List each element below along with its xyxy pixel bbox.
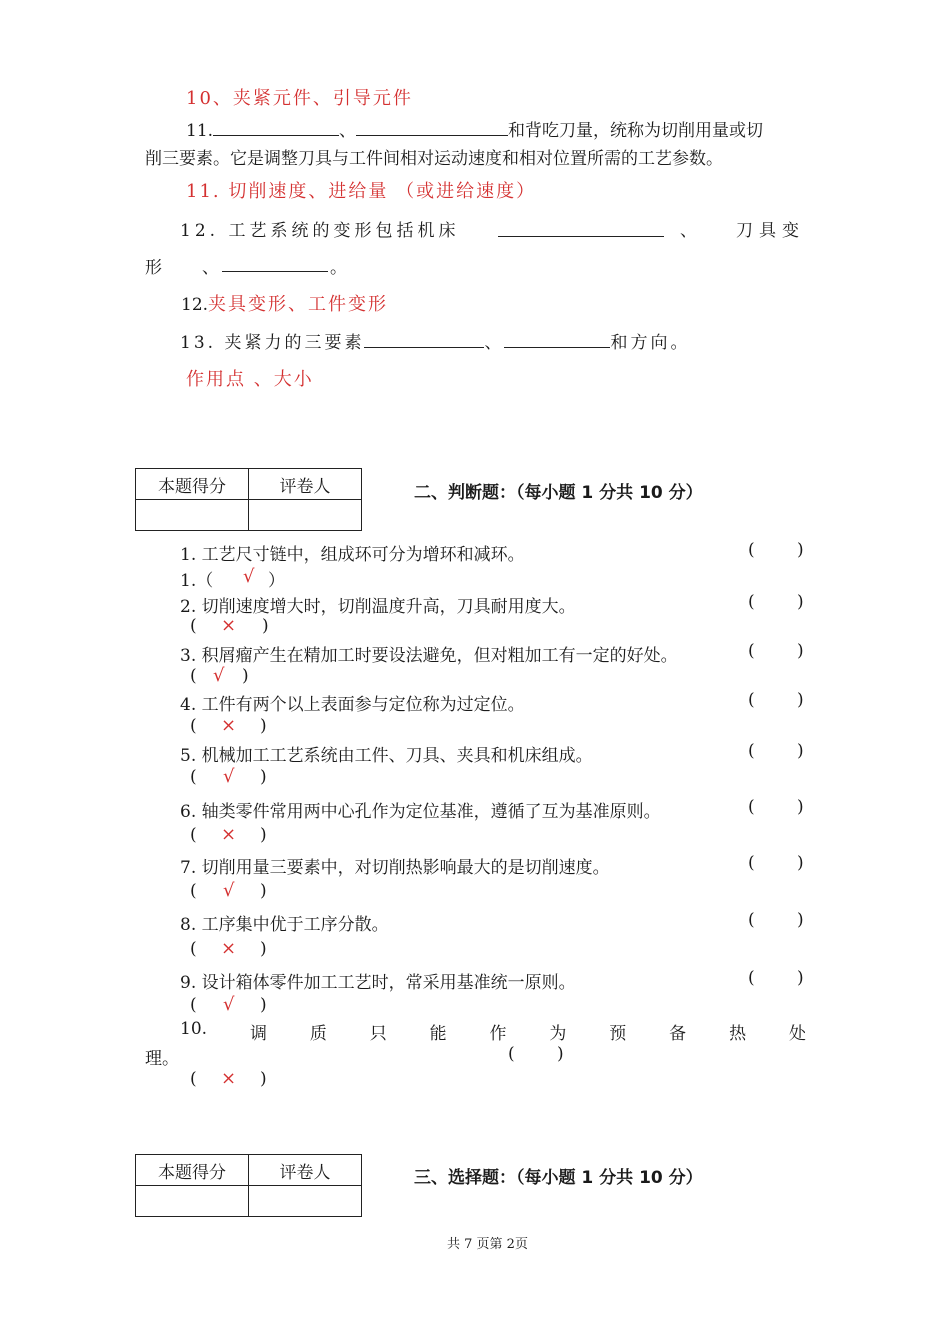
question-12-sep: 、	[680, 221, 697, 241]
question-13-text: 13. 夹紧力的三要素	[180, 333, 365, 353]
blank-13a[interactable]	[364, 329, 484, 348]
page-footer: 共 7 页第 2页	[447, 1237, 528, 1252]
judge-paren-close-4: )	[797, 690, 804, 710]
q10-word: 作	[489, 1024, 507, 1044]
judge-answer-close-7: )	[260, 881, 267, 901]
q10-word: 处	[788, 1024, 806, 1044]
question-11-sep: 、	[339, 121, 357, 141]
judge-paren-open-2: (	[748, 592, 755, 612]
judge-answer-close-5: )	[260, 767, 267, 787]
check-mark-icon: √	[223, 766, 235, 787]
answer-12-text: 夹具变形、工件变形	[208, 294, 389, 315]
answer-11: 11. 切削速度、进给量 （或进给速度）	[186, 181, 537, 202]
judge-answer-close-9: )	[260, 995, 267, 1015]
answer-12-number: 12.	[181, 295, 209, 315]
judge-answer-close-8: )	[260, 939, 267, 959]
check-mark-icon: √	[223, 880, 235, 901]
judge-question-6: 6. 轴类零件常用两中心孔作为定位基准，遵循了互为基准原则。	[180, 802, 661, 822]
judge-answer-close-2: )	[262, 616, 269, 636]
judge-question-8: 8. 工序集中优于工序分散。	[180, 915, 389, 935]
judge-question-2: 2. 切削速度增大时，切削温度升高，刀具耐用度大。	[180, 597, 576, 617]
cross-mark-icon: ×	[221, 1068, 237, 1089]
answer-13: 作用点 、大小	[186, 369, 314, 390]
judge-paren-open-7: (	[748, 853, 755, 873]
judge-answer-open-8: (	[190, 939, 197, 959]
judge-question-5: 5. 机械加工工艺系统由工件、刀具、夹具和机床组成。	[180, 746, 593, 766]
grader-cell[interactable]	[249, 500, 362, 531]
cross-mark-icon: ×	[221, 715, 237, 736]
grader-label: 评卷人	[249, 1155, 362, 1186]
judge-paren-close-1: )	[797, 540, 804, 560]
q10-word: 能	[429, 1024, 447, 1044]
blank-13b[interactable]	[504, 329, 610, 348]
section2-title: 二、判断题：（每小题 1 分共 10 分）	[414, 483, 703, 503]
question-13	[180, 328, 690, 353]
question-12-tail: 刀具变	[736, 221, 805, 241]
cross-mark-icon: ×	[221, 824, 237, 845]
judge-answer-open-4: (	[190, 716, 197, 736]
score-table-section3	[135, 1154, 362, 1217]
judge-paren-open-9: (	[748, 968, 755, 988]
judge-paren-close-9: )	[797, 968, 804, 988]
judge-question-9: 9. 设计箱体零件加工工艺时，常采用基准统一原则。	[180, 973, 576, 993]
cross-mark-icon: ×	[221, 615, 237, 636]
blank-12b[interactable]	[222, 253, 328, 272]
judge-question-1: 1. 工艺尺寸链中，组成环可分为增环和减环。	[180, 545, 525, 565]
answer-10: 10、夹紧元件、引导元件	[186, 88, 413, 109]
judge-answer-open-9: (	[190, 995, 197, 1015]
judge-answer-close-3: )	[242, 666, 249, 686]
q10-word: 预	[609, 1024, 627, 1044]
judge-paren-open-10: (	[508, 1044, 515, 1064]
score-label: 本题得分	[136, 1155, 249, 1186]
cross-mark-icon: ×	[221, 938, 237, 959]
judge-answer-open-6: (	[190, 825, 197, 845]
question-12-line2-start: 形	[145, 258, 162, 278]
answer-12	[181, 290, 388, 316]
question-12	[180, 216, 459, 241]
blank-11b[interactable]	[356, 117, 508, 136]
question-11-number: 11.	[186, 121, 214, 141]
judge-question-10-line2: 理。	[145, 1049, 179, 1069]
judge-paren-close-6: )	[797, 797, 804, 817]
blank-12a[interactable]	[498, 218, 664, 237]
question-11-line2: 削三要素。它是调整刀具与工件间相对运动速度和相对位置所需的工艺参数。	[145, 149, 723, 169]
judge-paren-close-8: )	[797, 910, 804, 930]
judge-question-4: 4. 工件有两个以上表面参与定位称为过定位。	[180, 695, 525, 715]
check-mark-icon: √	[213, 665, 225, 686]
q10-word: 为	[549, 1024, 567, 1044]
q10-word: 质	[309, 1024, 327, 1044]
q10-word: 热	[729, 1024, 747, 1044]
question-12-line2-end: 。	[330, 258, 347, 278]
question-11	[186, 116, 763, 141]
grader-label: 评卷人	[249, 469, 362, 500]
score-table-section2	[135, 468, 362, 531]
question-12-text: 12. 工艺系统的变形包括机床	[180, 221, 460, 241]
judge-paren-close-2: )	[797, 592, 804, 612]
question-12-line2-sep: 、	[202, 258, 219, 278]
judge-answer-open-7: (	[190, 881, 197, 901]
judge-paren-close-5: )	[797, 741, 804, 761]
section3-title: 三、选择题：（每小题 1 分共 10 分）	[414, 1168, 703, 1188]
score-cell[interactable]	[136, 1186, 249, 1217]
judge-paren-open-4: (	[748, 690, 755, 710]
judge-answer-open-5: (	[190, 767, 197, 787]
q10-word: 备	[669, 1024, 687, 1044]
judge-answer-open-10: (	[190, 1069, 197, 1089]
question-13-sep: 、	[484, 333, 505, 353]
judge-paren-open-3: (	[748, 641, 755, 661]
judge-paren-open-1: (	[748, 540, 755, 560]
judge-question-7: 7. 切削用量三要素中，对切削热影响最大的是切削速度。	[180, 858, 610, 878]
judge-answer-close-10: )	[260, 1069, 267, 1089]
score-cell[interactable]	[136, 500, 249, 531]
judge-answer-close-1: ）	[268, 571, 285, 591]
question-13-tail: 和方向。	[610, 333, 691, 353]
question-11-tail: 和背吃刀量，统称为切削用量或切	[508, 121, 764, 141]
judge-answer-open-1: 1.（	[180, 571, 214, 591]
judge-paren-open-5: (	[748, 741, 755, 761]
judge-question-10	[180, 1019, 806, 1044]
q10-word: 10.	[180, 1019, 208, 1039]
judge-paren-open-6: (	[748, 797, 755, 817]
grader-cell[interactable]	[249, 1186, 362, 1217]
q10-word: 只	[369, 1024, 387, 1044]
q10-word: 调	[249, 1024, 267, 1044]
judge-answer-open-2: (	[190, 616, 197, 636]
judge-answer-open-3: (	[190, 666, 197, 686]
blank-11a[interactable]	[213, 117, 339, 136]
judge-paren-close-10: )	[557, 1044, 564, 1064]
check-mark-icon: √	[243, 566, 255, 587]
judge-answer-close-4: )	[260, 716, 267, 736]
judge-paren-close-3: )	[797, 641, 804, 661]
check-mark-icon: √	[223, 994, 235, 1015]
score-label: 本题得分	[136, 469, 249, 500]
judge-answer-close-6: )	[260, 825, 267, 845]
judge-question-3: 3. 积屑瘤产生在精加工时要设法避免，但对粗加工有一定的好处。	[180, 646, 678, 666]
judge-paren-close-7: )	[797, 853, 804, 873]
judge-paren-open-8: (	[748, 910, 755, 930]
